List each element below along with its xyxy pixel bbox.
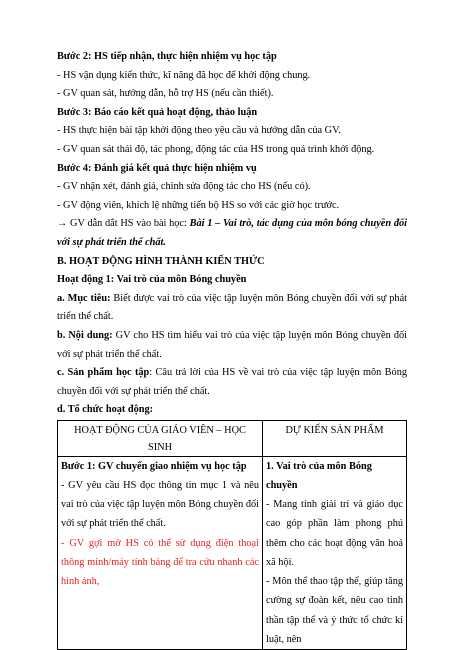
expected-product-cell — [263, 456, 407, 649]
content-paragraph — [57, 327, 407, 364]
document-page — [57, 48, 407, 650]
table-row — [58, 456, 407, 649]
teacher-task-text: - GV yêu cầu HS đọc thông tin mục 1 và nêu vai trò của việc tập luyện môn Bóng chuyền đối với sự phát triển thể chất. — [61, 480, 259, 530]
product-label: c. Sản phẩm học tập — [57, 367, 150, 379]
product-point-1: - Mang tính giải trí và giáo dục cao góp phần làm phong phú thêm cho các hoạt động văn hoá xã hội. — [266, 499, 403, 568]
step4-line-1: - GV nhận xét, đánh giá, chỉnh sửa động tác cho HS (nếu có). — [57, 181, 311, 193]
objective-label: a. Mục tiêu: — [57, 292, 111, 304]
content-label: b. Nội dung: — [57, 329, 113, 341]
objective-text: Biết được vai trò của việc tập luyện môn Bóng chuyền đối với sự phát triển thể chất. — [57, 292, 408, 323]
objective-paragraph — [57, 290, 407, 327]
step3-heading: Bước 3: Báo cáo kết quả hoạt động, thảo luận — [57, 106, 258, 118]
content-text: GV cho HS tìm hiểu vai trò của việc tập luyện môn Bóng chuyền đối với sự phát triển thể chất. — [57, 329, 407, 360]
step4-line-2: - GV động viên, khích lệ những tiến bộ HS so với các giờ học trước. — [57, 199, 340, 211]
table-header-left: HOẠT ĐỘNG CỦA GIÁO VIÊN – HỌC SINH — [58, 420, 263, 456]
step2-heading: Bước 2: HS tiếp nhận, thực hiện nhiệm vụ học tập — [57, 51, 277, 62]
table-header-right: DỰ KIẾN SẢN PHẨM — [263, 420, 407, 456]
product-text: : Câu trả lời của HS về vai trò của việc tập luyện môn Bóng chuyền đối với sự phát triển thể chất. — [57, 367, 407, 397]
step2-line-1: - HS vận dụng kiến thức, kĩ năng đã học để khởi động chung. — [57, 69, 311, 81]
teacher-hint-text: - GV gợi mở HS có thể sử dụng điện thoại thông minh/máy tính bảng để tra cứu nhanh các hình ảnh, — [61, 537, 259, 588]
activity-title: Hoạt động 1: Vai trò của môn Bóng chuyền — [57, 274, 247, 286]
product-paragraph — [57, 364, 407, 401]
step3-line-2: - GV quan sát thái độ, tác phong, động tác của HS trong quá trình khởi động. — [57, 143, 375, 155]
table-header-row — [58, 420, 407, 456]
organization-label: d. Tổ chức hoạt động: — [57, 404, 154, 416]
lesson-lead-in: → GV dẫn dắt HS vào bài học: — [57, 218, 190, 230]
product-heading: 1. Vai trò của môn Bóng chuyền — [266, 460, 372, 492]
product-point-2: - Môn thể thao tập thể, giúp tăng cường sự đoàn kết, nêu cao tinh thần tập thể và ý thức tổ chức kỉ luật, nên — [266, 576, 403, 645]
step4-heading: Bước 4: Đánh giá kết quả thực hiện nhiệm vụ — [57, 162, 257, 174]
step3-line-1: - HS thực hiện bài tập khởi động theo yêu cầu và hướng dẫn của GV. — [57, 125, 341, 137]
teacher-student-cell — [58, 456, 263, 649]
lesson-title: Bài 1 – Vai trò, tác dụng của môn bóng chuyền đối với sự phát triển thể chất. — [57, 218, 407, 248]
section-b-heading: B. HOẠT ĐỘNG HÌNH THÀNH KIẾN THỨC — [57, 255, 265, 267]
activity-table — [57, 420, 407, 650]
table-step-heading: Bước 1: GV chuyển giao nhiệm vụ học tập — [61, 460, 247, 472]
step2-line-2: - GV quan sát, hướng dẫn, hỗ trợ HS (nếu cần thiết). — [57, 88, 274, 100]
lesson-lead-in-paragraph — [57, 215, 407, 252]
